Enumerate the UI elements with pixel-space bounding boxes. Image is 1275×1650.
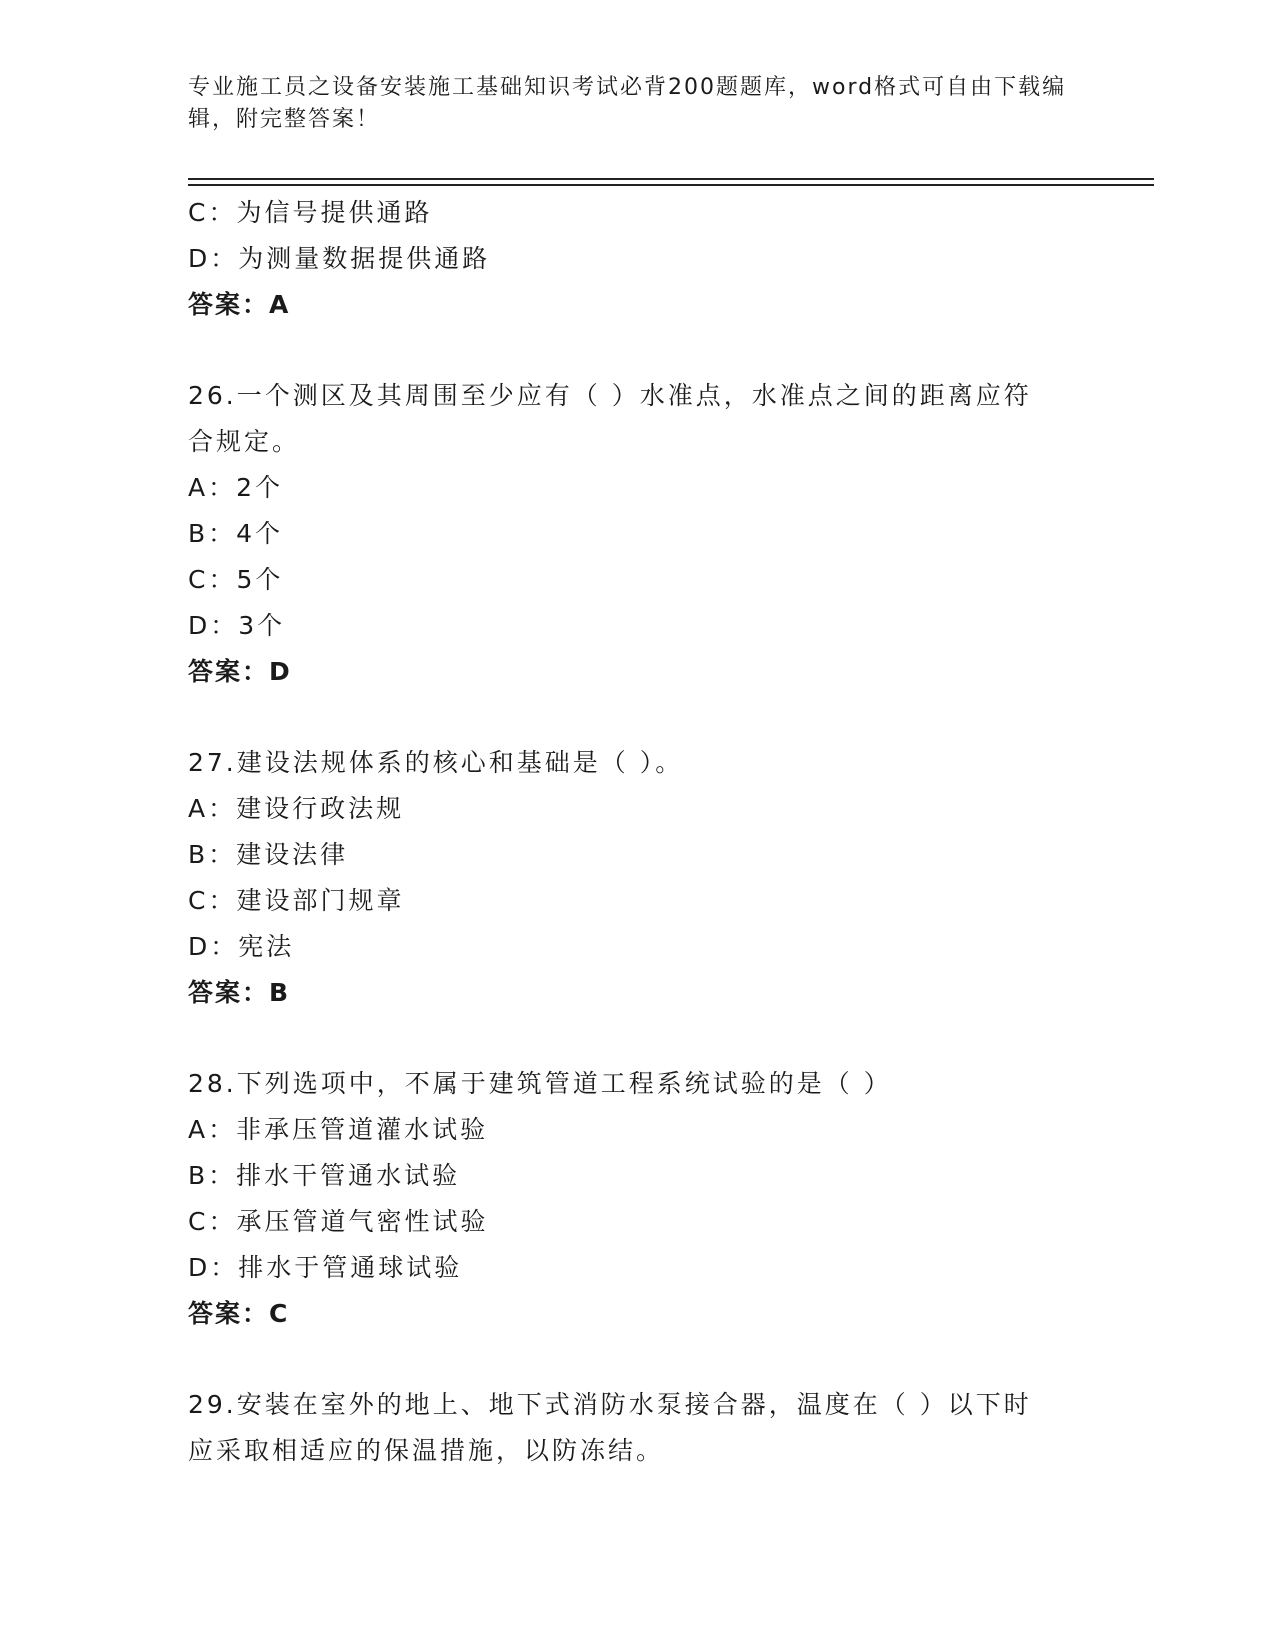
question-text-cont: 应采取相适应的保温措施，以防冻结。 xyxy=(188,1436,665,1465)
question-text-cont: 合规定。 xyxy=(188,427,301,456)
option-c: C：承压管道气密性试验 xyxy=(188,1207,489,1236)
header-title: 专业施工员之设备安装施工基础知识考试必背200题题库，word格式可自由下载编辑，附完整答案！ xyxy=(188,75,1067,132)
option-c: C：5个 xyxy=(188,565,284,594)
document-header xyxy=(188,72,1088,136)
option-c: C：建设部门规章 xyxy=(188,886,405,915)
header-rule-top xyxy=(188,178,1154,180)
option-a: A：非承压管道灌水试验 xyxy=(188,1115,489,1144)
header-rule-bottom xyxy=(188,184,1154,186)
option-b: B：4个 xyxy=(188,519,284,548)
option-c: C：为信号提供通路 xyxy=(188,198,433,227)
spacer xyxy=(188,1337,1088,1382)
answer: 答案：D xyxy=(188,657,292,686)
question-29 xyxy=(188,1382,1088,1474)
option-b: B：建设法律 xyxy=(188,840,349,869)
question-list xyxy=(188,190,1088,1474)
option-a: A：2个 xyxy=(188,473,284,502)
option-d: D：3个 xyxy=(188,611,286,640)
question-26 xyxy=(188,373,1088,695)
question-25-tail xyxy=(188,190,1088,328)
question-28 xyxy=(188,1061,1088,1337)
spacer xyxy=(188,1016,1088,1061)
question-text: 26.一个测区及其周围至少应有（ ）水准点，水准点之间的距离应符 xyxy=(188,381,1032,410)
spacer xyxy=(188,695,1088,740)
option-d: D：宪法 xyxy=(188,932,295,961)
question-27 xyxy=(188,740,1088,1016)
option-a: A：建设行政法规 xyxy=(188,794,405,823)
question-text: 27.建设法规体系的核心和基础是（ ）。 xyxy=(188,748,684,777)
answer: 答案：B xyxy=(188,978,291,1007)
question-text: 28.下列选项中，不属于建筑管道工程系统试验的是（ ） xyxy=(188,1069,892,1098)
option-d: D：排水于管通球试验 xyxy=(188,1253,463,1282)
spacer xyxy=(188,328,1088,373)
option-b: B：排水干管通水试验 xyxy=(188,1161,461,1190)
answer: 答案：A xyxy=(188,290,291,319)
option-d: D：为测量数据提供通路 xyxy=(188,244,491,273)
answer: 答案：C xyxy=(188,1299,290,1328)
question-text: 29.安装在室外的地上、地下式消防水泵接合器，温度在（ ）以下时 xyxy=(188,1390,1032,1419)
